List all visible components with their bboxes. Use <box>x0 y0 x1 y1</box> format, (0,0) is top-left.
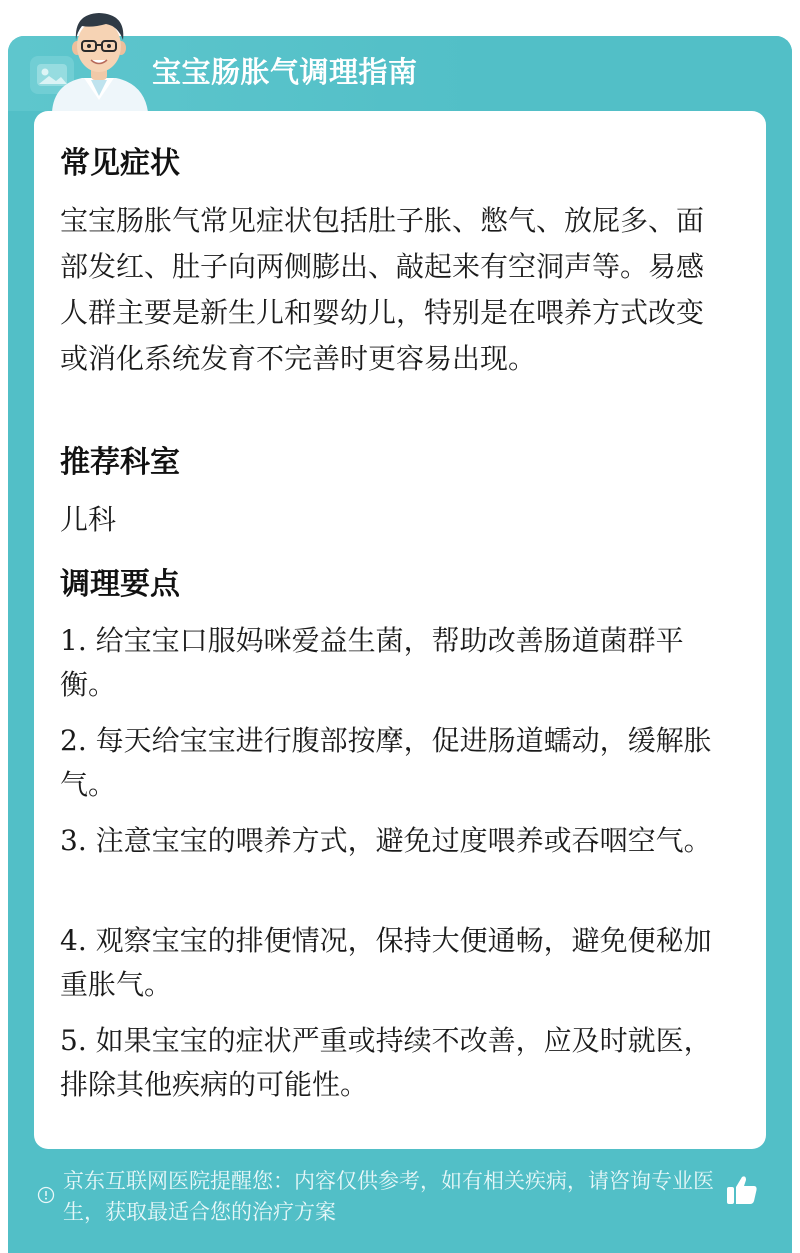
symptoms-heading: 常见症状 <box>60 146 180 181</box>
department-heading: 推荐科室 <box>60 445 180 480</box>
page-title: 宝宝肠胀气调理指南 <box>152 55 418 89</box>
care-item <box>60 719 730 807</box>
symptoms-text: 宝宝肠胀气常见症状包括肚子胀、憋气、放屁多、面部发红、肚子向两侧膨出、敲起来有空洞声等。易感人群主要是新生儿和婴幼儿，特别是在喂养方式改变或消化系统发育不完善时更容易出现。 <box>60 204 705 375</box>
care-item <box>60 619 730 707</box>
care-item-number: 4. <box>60 924 87 957</box>
care-item-number: 1. <box>60 624 87 657</box>
care-heading: 调理要点 <box>60 567 180 602</box>
care-item-text: 每天给宝宝进行腹部按摩，促进肠道蠕动，缓解胀气。 <box>60 724 712 801</box>
disclaimer-text: 京东互联网医院提醒您：内容仅供参考，如有相关疾病，请咨询专业医生，获取最适合您的治疗方案 <box>63 1169 714 1224</box>
care-item-number: 3. <box>60 824 87 857</box>
care-item-text: 观察宝宝的排便情况，保持大便通畅，避免便秘加重胀气。 <box>60 924 712 1001</box>
care-item <box>60 919 730 1007</box>
care-item-text: 给宝宝口服妈咪爱益生菌，帮助改善肠道菌群平衡。 <box>60 624 684 701</box>
thumbs-up-icon[interactable] <box>724 1172 760 1208</box>
department-text: 儿科 <box>60 503 117 536</box>
content-card <box>34 111 766 1149</box>
care-item-number: 5. <box>60 1024 87 1057</box>
doctor-avatar <box>44 4 154 112</box>
care-item-text: 如果宝宝的症状严重或持续不改善，应及时就医，排除其他疾病的可能性。 <box>60 1024 712 1101</box>
care-item <box>60 819 730 863</box>
info-icon <box>37 1186 55 1204</box>
care-item <box>60 1019 730 1107</box>
care-item-number: 2. <box>60 724 87 757</box>
care-item-text: 注意宝宝的喂养方式，避免过度喂养或吞咽空气。 <box>95 824 712 857</box>
